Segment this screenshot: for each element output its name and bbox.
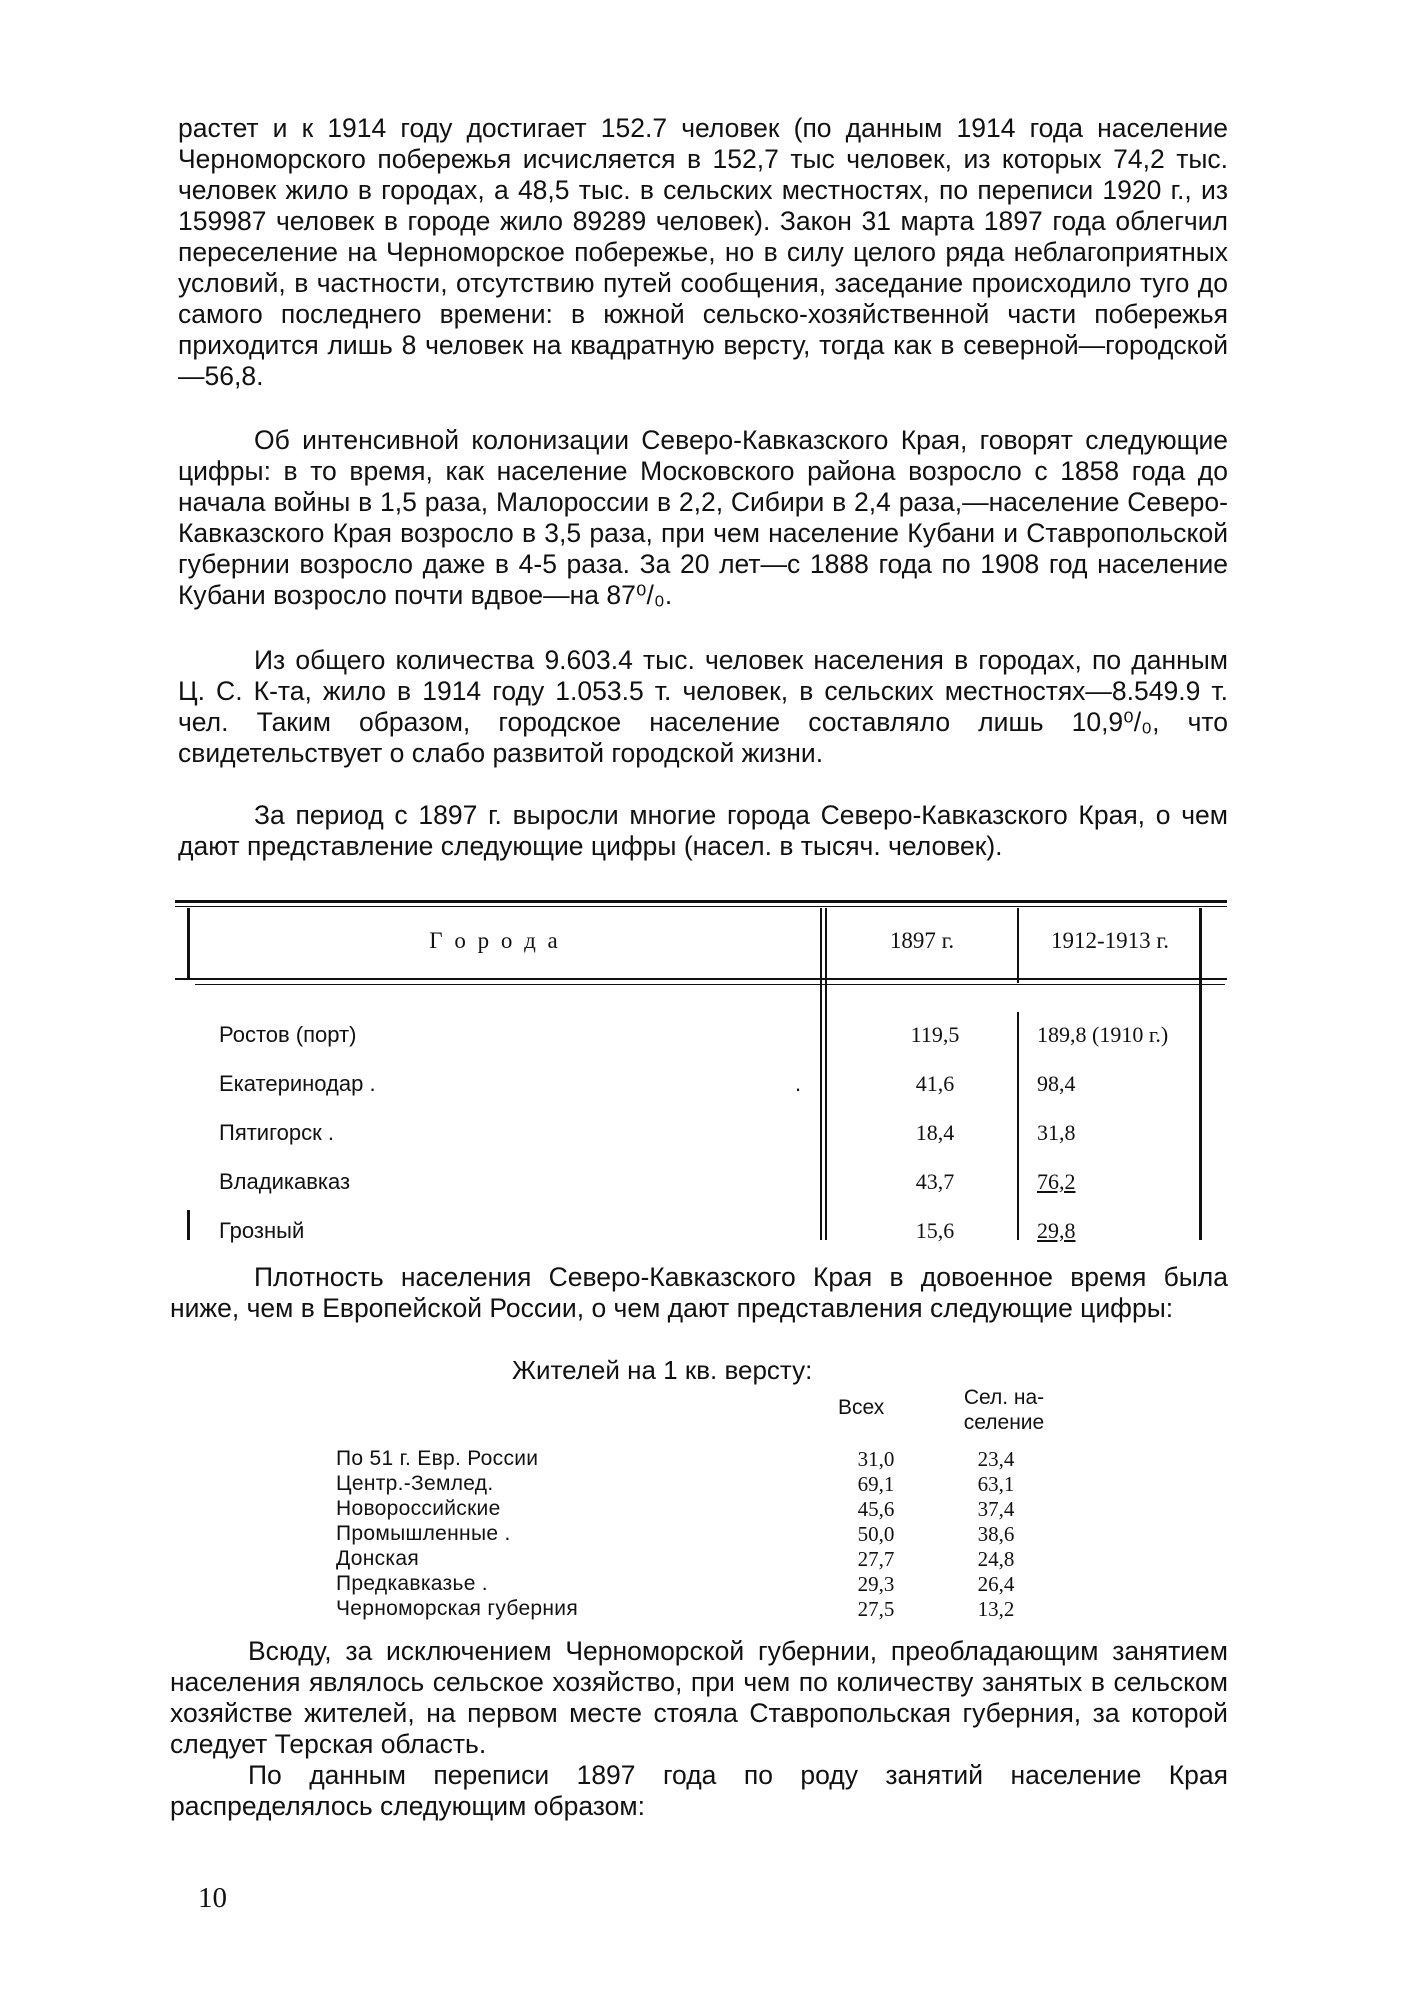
table-header-rule — [175, 978, 1227, 980]
density-rural-value: 37,4 — [977, 1497, 1015, 1521]
density-row — [336, 1497, 1116, 1522]
density-all-value: 69,1 — [857, 1472, 895, 1496]
density-all-value: 27,7 — [857, 1547, 895, 1571]
density-all-value: 45,6 — [857, 1497, 895, 1521]
density-col-all: Всех — [838, 1396, 885, 1419]
density-region: Донская — [336, 1547, 420, 1570]
density-region: Промышленные . — [336, 1522, 511, 1545]
density-row — [336, 1572, 1116, 1597]
leader-dot: . — [795, 1071, 802, 1096]
density-row — [336, 1472, 1116, 1497]
table-top-rule-thin — [175, 906, 1227, 907]
table-row — [175, 1120, 1227, 1160]
density-table-title: Жителей на 1 кв. версту: — [512, 1355, 813, 1385]
density-rural-value: 24,8 — [977, 1547, 1015, 1571]
city-name: Ростов (порт) — [219, 1022, 357, 1047]
density-region: Новороссийские — [336, 1497, 501, 1520]
value-1912: 76,2 — [1037, 1169, 1076, 1194]
value-1912: 98,4 — [1037, 1071, 1076, 1096]
value-1897: 43,7 — [915, 1169, 955, 1194]
density-row — [336, 1447, 1116, 1472]
density-row — [336, 1547, 1116, 1572]
density-col-rural: Сел. на-селение — [963, 1386, 1045, 1434]
header-1897: 1897 г. — [889, 928, 955, 953]
city-name: Владикавказ — [219, 1169, 351, 1194]
density-all-value: 50,0 — [857, 1522, 895, 1546]
value-1897: 119,5 — [910, 1022, 960, 1047]
header-cities: Г о р о д а — [429, 928, 561, 953]
table-top-rule — [175, 900, 1227, 903]
table-col-divider-2 — [1017, 908, 1019, 983]
table-row — [175, 1169, 1227, 1209]
value-1912: 29,8 — [1037, 1218, 1076, 1243]
density-all-value: 31,0 — [857, 1447, 895, 1471]
paragraph-colonization-coast: растет и к 1914 году достигает 152.7 человек (по данным 1914 года население Черноморского побережья исчисляется в 152,7 тыс человек, из которых 74,2 тыс. человек жило в городах, а 48,5 тыс. в сельских местностях, по переписи 1920 г., из 159987 человек в городе жило 89289 человек). Закон 31 марта 1897 года облегчил переселение на Черноморское побережье, но в силу целого ряда неблагоприятных условий, в частности, отсутствию путей сообщения, заседание происходило туго до самого последнего времени: в южной сельско-хозяйственной части побережья приходится лишь 8 человек на квадратную версту, тогда как в северной—городской—56,8. — [178, 113, 1228, 391]
table-row — [175, 1218, 1227, 1258]
density-row — [336, 1522, 1116, 1547]
value-1897: 15,6 — [915, 1218, 955, 1243]
cities-population-table — [175, 900, 1227, 1245]
density-all-value: 29,3 — [857, 1572, 895, 1596]
page-number: 10 — [198, 1882, 227, 1914]
density-rural-value: 26,4 — [977, 1572, 1015, 1596]
density-rural-value: 63,1 — [977, 1472, 1015, 1496]
table-header-rule-thin — [195, 984, 1225, 985]
paragraph-urban-population: Из общего количества 9.603.4 тыс. человек населения в городах, по данным Ц. С. К-та, жило в 1914 году 1.053.5 т. человек, в сельских местностях—8.549.9 т. чел. Таким образом, городское население составляло лишь 10,9⁰/₀, что свидетельствует о слабо развитой городской жизни. — [178, 645, 1228, 768]
city-name: Грозный — [219, 1218, 305, 1243]
value-1912: 31,8 — [1037, 1120, 1076, 1145]
city-name: Пятигорск . — [219, 1120, 334, 1145]
density-region: Центр.-Землед. — [336, 1472, 494, 1495]
value-1897: 41,6 — [915, 1071, 955, 1096]
value-1897: 18,4 — [915, 1120, 955, 1145]
paragraph-cities-intro: За период с 1897 г. выросли многие города Северо-Кавказского Края, о чем дают представление следующие цифры (насел. в тысяч. человек). — [178, 800, 1228, 861]
table-row — [175, 1022, 1227, 1062]
density-all-value: 27,5 — [857, 1597, 895, 1621]
table-left-border — [187, 908, 190, 980]
table-row — [175, 1071, 1227, 1111]
paragraph-occupation: Всюду, за исключением Черноморской губернии, преобладающим занятием населения являлось сельское хозяйство, при чем по количеству занятых в сельском хозяйстве жителей, на первом месте стояла Ставропольская губерния, за которой следует Терская область. — [170, 1636, 1228, 1759]
paragraph-density-intro: Плотность населения Северо-Кавказского Края в довоенное время была ниже, чем в Европейской России, о чем дают представления следующие цифры: — [170, 1262, 1228, 1323]
density-region: Предкавказье . — [336, 1572, 488, 1595]
value-1912: 189,8 (1910 г.) — [1037, 1022, 1169, 1047]
density-rural-value: 38,6 — [977, 1522, 1015, 1546]
header-1912: 1912-1913 г. — [1051, 928, 1169, 953]
paragraph-census-intro: По данным переписи 1897 года по роду занятий население Края распределялось следующим образом: — [170, 1760, 1228, 1821]
density-region: Черноморская губерния — [336, 1597, 579, 1620]
density-row — [336, 1597, 1116, 1622]
density-rural-value: 13,2 — [977, 1597, 1015, 1621]
density-region: По 51 г. Евр. России — [336, 1447, 539, 1470]
density-rural-value: 23,4 — [977, 1447, 1015, 1471]
paragraph-colonization-growth: Об интенсивной колонизации Северо-Кавказского Края, говорят следующие цифры: в то время, как население Московского района возросло с 1858 года до начала войны в 1,5 раза, Малороссии в 2,2, Сибири в 2,4 раза,—население Северо-Кавказского Края возросло в 3,5 раза, при чем население Кубани и Ставропольской губернии возросло даже в 4-5 раза. За 20 лет—с 1888 года по 1908 год население Кубани возросло почти вдвое—на 87⁰/₀. — [178, 425, 1228, 610]
city-name: Екатеринодар . — [219, 1071, 376, 1096]
